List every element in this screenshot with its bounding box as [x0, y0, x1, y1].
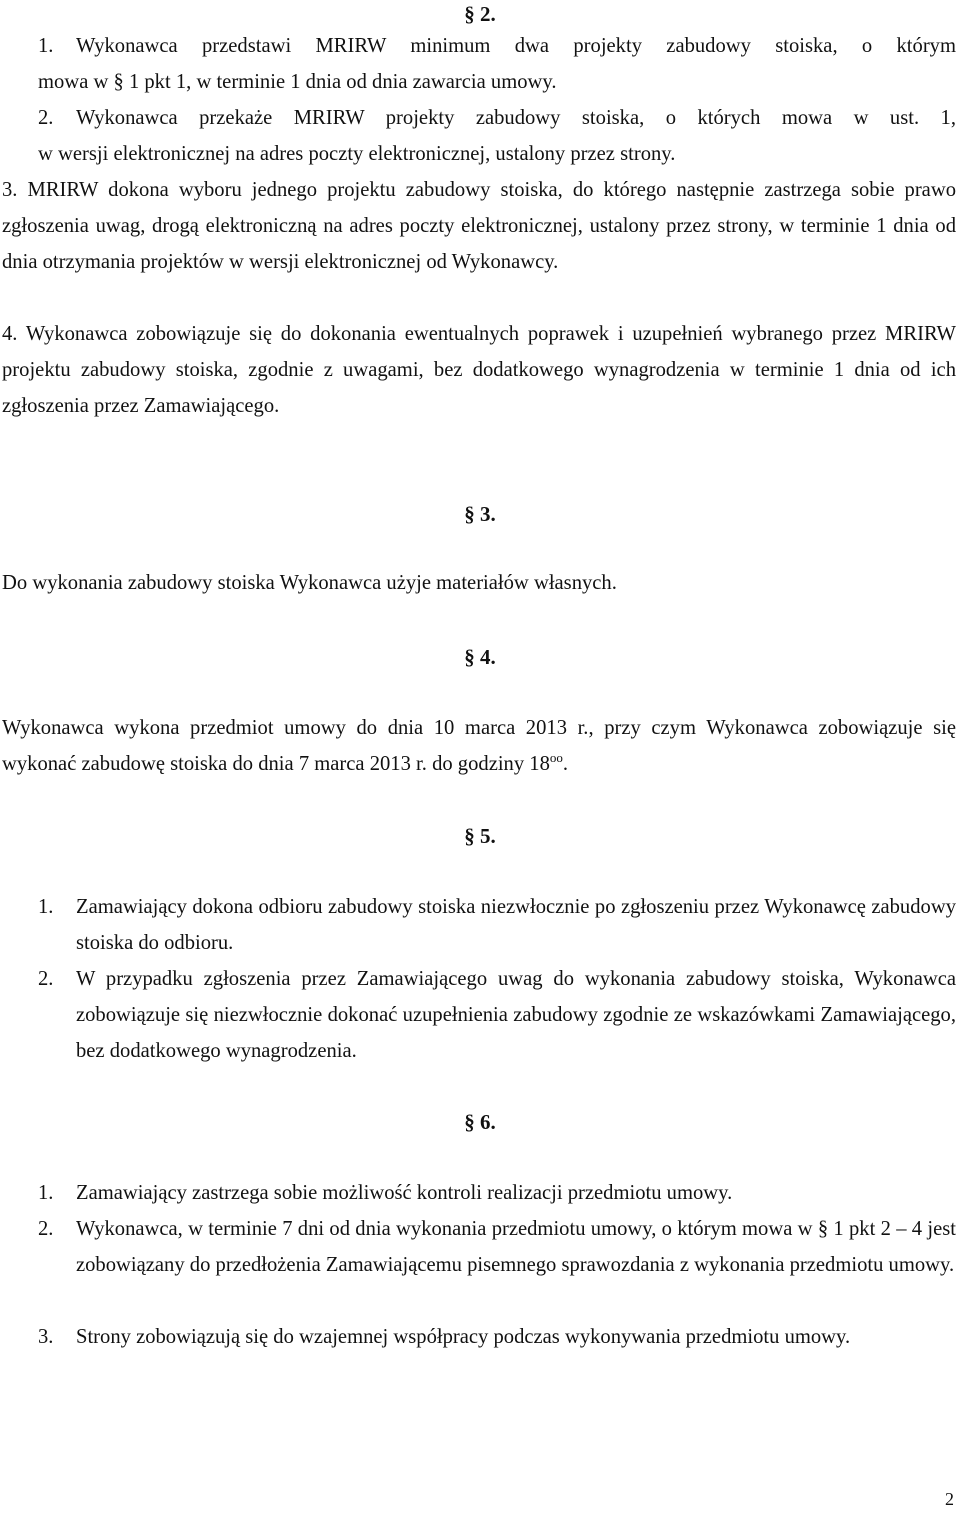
section-2-heading: § 2.	[464, 2, 496, 26]
section-6-heading: § 6.	[464, 1110, 496, 1134]
s5-item-1-text: Zamawiający dokona odbioru zabudowy stoiska niezwłocznie po zgłoszeniu przez Wykonawcę zabudowy stoiska do odbioru.	[76, 896, 956, 954]
section-4-heading: § 4.	[464, 645, 496, 669]
s6-item-3-text: Strony zobowiązują się do wzajemnej współpracy podczas wykonywania przedmiotu umowy.	[76, 1326, 851, 1348]
s5-item-2-text: W przypadku zgłoszenia przez Zamawiającego uwag do wykonania zabudowy stoiska, Wykonawca zobowiązuje się niezwłocznie dokonać uzupełnienia zabudowy zgodnie ze wskazówkami Zamawiającego, bez dodatkowego wynagrodzenia.	[76, 968, 956, 1062]
s4-text-main: Wykonawca wykona przedmiot umowy do dnia 10 marca 2013 r., przy czym Wykonawca zobowiązuje się wykonać zabudowę stoiska do dnia 7 marca 2013 r. do godziny 18	[2, 717, 956, 775]
s2-item-3: 3. MRIRW dokona wyboru jednego projektu zabudowy stoiska, do którego następnie zastrzega sobie prawo zgłoszenia uwag, drogą elektroniczną na adres poczty elektronicznej, ustalony przez strony, w terminie 1 dnia od dnia otrzymania projektów w wersji elektronicznej od Wykonawcy.	[2, 179, 956, 273]
s6-item-1-text: Zamawiający zastrzega sobie możliwość kontroli realizacji przedmiotu umowy.	[76, 1182, 733, 1204]
s2-item-1-line2: mowa w § 1 pkt 1, w terminie 1 dnia od dnia zawarcia umowy.	[38, 71, 557, 93]
s4-text	[2, 710, 956, 782]
s5-item-2-number: 2.	[38, 968, 54, 990]
page-number: 2	[945, 1489, 954, 1509]
s5-item-1-number: 1.	[38, 896, 54, 918]
s6-item-3-number: 3.	[38, 1326, 54, 1348]
s4-text-sup: oo	[549, 750, 563, 766]
s2-item-4: 4. Wykonawca zobowiązuje się do dokonania ewentualnych poprawek i uzupełnień wybranego przez MRIRW projektu zabudowy stoiska, zgodnie z uwagami, bez dodatkowego wynagrodzenia w terminie 1 dnia od ich zgłoszenia przez Zamawiającego.	[2, 323, 956, 417]
s2-item-1-line1: Wykonawca przedstawi MRIRW minimum dwa projekty zabudowy stoiska, o którym	[76, 35, 956, 57]
s2-item-2-line2: w wersji elektronicznej na adres poczty elektronicznej, ustalony przez strony.	[38, 143, 676, 165]
s6-item-2-text: Wykonawca, w terminie 7 dni od dnia wykonania przedmiotu umowy, o którym mowa w § 1 pkt 2 – 4 jest zobowiązany do przedłożenia Zamawiającemu pisemnego sprawozdania z wykonania przedmiotu umowy.	[76, 1218, 956, 1276]
s2-item-2-line1: Wykonawca przekaże MRIRW projekty zabudowy stoiska, o których mowa w ust. 1,	[76, 107, 956, 129]
s2-item-2-number: 2.	[38, 107, 54, 129]
section-3-heading: § 3.	[464, 502, 496, 526]
s4-text-tail: .	[562, 753, 569, 775]
s2-item-1-number: 1.	[38, 35, 54, 57]
s3-text: Do wykonania zabudowy stoiska Wykonawca użyje materiałów własnych.	[2, 572, 617, 594]
section-5-heading: § 5.	[464, 824, 496, 848]
s6-item-1-number: 1.	[38, 1182, 54, 1204]
s6-item-2-number: 2.	[38, 1218, 54, 1240]
